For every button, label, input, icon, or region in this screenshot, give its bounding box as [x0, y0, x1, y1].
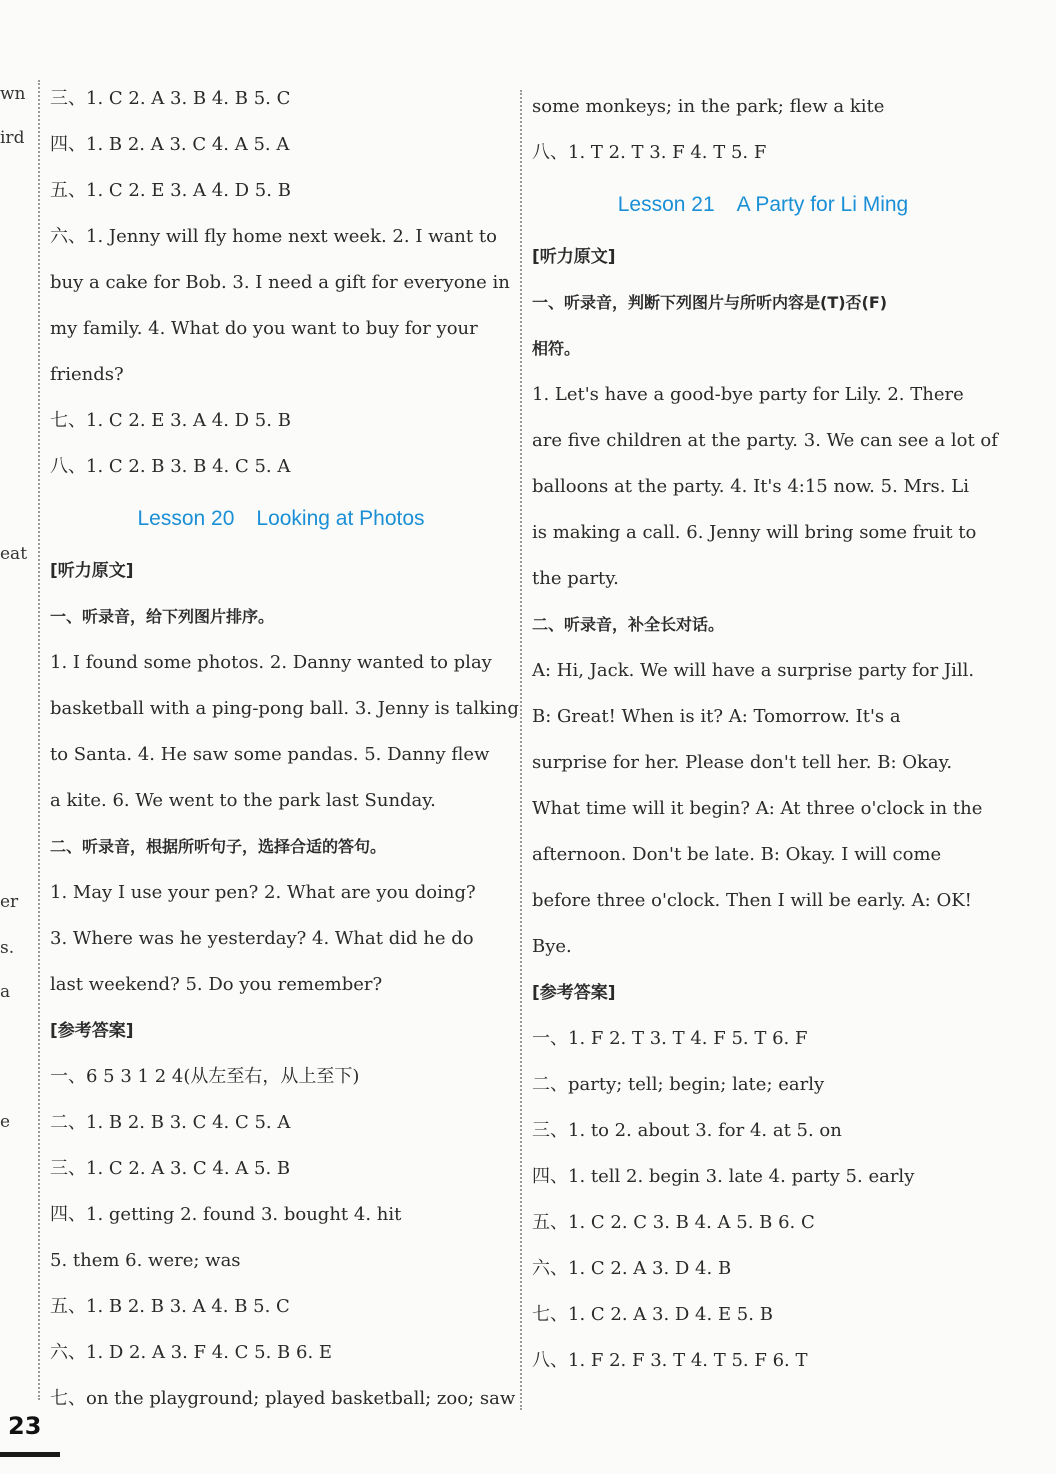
footer-bar: [0, 1452, 60, 1457]
edge-fragment: s.: [0, 938, 15, 958]
lesson-number: Lesson 21: [617, 193, 715, 216]
answer-line: 三、1. C 2. A 3. B 4. B 5. C: [50, 88, 291, 109]
listening-script-tag: [听力原文]: [50, 561, 134, 581]
column-right: [532, 84, 998, 1384]
dialogue-line: before three o'clock. Then I will be early. A: OK!: [532, 890, 972, 911]
answer-line: 六、1. Jenny will fly home next week. 2. I want to: [50, 226, 497, 247]
answer-line: 七、on the playground; played basketball; zoo; saw: [50, 1388, 516, 1409]
answer-line: 一、6 5 3 1 2 4(从左至右，从上至下): [50, 1066, 360, 1087]
script-line: 1. May I use your pen? 2. What are you doing?: [50, 882, 476, 903]
answer-line: 五、1. B 2. B 3. A 4. B 5. C: [50, 1296, 290, 1317]
answer-line: 二、party; tell; begin; late; early: [532, 1074, 825, 1095]
answer-key-tag: [参考答案]: [532, 983, 616, 1003]
script-line: is making a call. 6. Jenny will bring some fruit to: [532, 522, 977, 543]
lesson-heading: [50, 490, 512, 548]
script-line: to Santa. 4. He saw some pandas. 5. Danny flew: [50, 744, 490, 765]
answer-line: 八、1. F 2. F 3. T 4. T 5. F 6. T: [532, 1350, 808, 1371]
column-left: [50, 76, 519, 1422]
answer-line: 一、1. F 2. T 3. T 4. F 5. T 6. F: [532, 1028, 808, 1049]
dialogue-line: What time will it begin? A: At three o'clock in the: [532, 798, 983, 819]
answer-line: 三、1. C 2. A 3. C 4. A 5. B: [50, 1158, 291, 1179]
answer-line: 二、1. B 2. B 3. C 4. C 5. A: [50, 1112, 291, 1133]
task-heading: 一、听录音，给下列图片排序。: [50, 607, 275, 626]
script-line: a kite. 6. We went to the park last Sunday.: [50, 790, 436, 811]
dialogue-line: Bye.: [532, 936, 572, 957]
answer-line: 五、1. C 2. C 3. B 4. A 5. B 6. C: [532, 1212, 815, 1233]
answer-line: 八、1. T 2. T 3. F 4. T 5. F: [532, 142, 767, 163]
script-line: balloons at the party. 4. It's 4:15 now. 5. Mrs. Li: [532, 476, 969, 497]
answer-line: my family. 4. What do you want to buy for your: [50, 318, 478, 339]
answer-line: buy a cake for Bob. 3. I need a gift for everyone in: [50, 272, 510, 293]
answer-line: 四、1. tell 2. begin 3. late 4. party 5. early: [532, 1166, 915, 1187]
answer-line: 5. them 6. were; was: [50, 1250, 241, 1271]
dialogue-line: B: Great! When is it? A: Tomorrow. It's a: [532, 706, 901, 727]
answer-line: 八、1. C 2. B 3. B 4. C 5. A: [50, 456, 291, 477]
answer-line: 七、1. C 2. E 3. A 4. D 5. B: [50, 410, 291, 431]
answer-line: some monkeys; in the park; flew a kite: [532, 96, 885, 117]
script-line: 1. I found some photos. 2. Danny wanted to play: [50, 652, 492, 673]
answer-key-tag: [参考答案]: [50, 1021, 134, 1041]
answer-line: 五、1. C 2. E 3. A 4. D 5. B: [50, 180, 291, 201]
script-line: the party.: [532, 568, 619, 589]
dialogue-line: surprise for her. Please don't tell her. B: Okay.: [532, 752, 953, 773]
task-heading: 二、听录音，补全长对话。: [532, 615, 725, 634]
script-line: 3. Where was he yesterday? 4. What did he do: [50, 928, 474, 949]
column-divider: [520, 90, 522, 1410]
task-heading: 一、听录音，判断下列图片与所听内容是(T)否(F): [532, 293, 888, 312]
page-number: 23: [8, 1412, 42, 1440]
edge-fragment: er: [0, 892, 19, 912]
script-line: last weekend? 5. Do you remember?: [50, 974, 383, 995]
answer-line: 六、1. D 2. A 3. F 4. C 5. B 6. E: [50, 1342, 333, 1363]
script-line: basketball with a ping-pong ball. 3. Jenny is talking: [50, 698, 519, 719]
column-divider: [38, 80, 40, 1400]
task-heading-cont: 相符。: [532, 339, 581, 358]
lesson-heading: [532, 176, 994, 234]
edge-fragment: e: [0, 1112, 11, 1132]
answer-line: 三、1. to 2. about 3. for 4. at 5. on: [532, 1120, 842, 1141]
dialogue-line: afternoon. Don't be late. B: Okay. I will come: [532, 844, 942, 865]
answer-line: 四、1. B 2. A 3. C 4. A 5. A: [50, 134, 290, 155]
script-line: 1. Let's have a good-bye party for Lily. 2. There: [532, 384, 964, 405]
answer-line: 七、1. C 2. A 3. D 4. E 5. B: [532, 1304, 773, 1325]
task-heading: 二、听录音，根据所听句子，选择合适的答句。: [50, 837, 387, 856]
answer-line: 六、1. C 2. A 3. D 4. B: [532, 1258, 732, 1279]
edge-fragment: a: [0, 982, 11, 1002]
script-line: are five children at the party. 3. We can see a lot of: [532, 430, 998, 451]
dialogue-line: A: Hi, Jack. We will have a surprise party for Jill.: [532, 660, 975, 681]
answer-line: friends?: [50, 364, 124, 385]
lesson-number: Lesson 20: [137, 507, 235, 530]
answer-line: 四、1. getting 2. found 3. bought 4. hit: [50, 1204, 402, 1225]
lesson-title: A Party for Li Ming: [736, 193, 909, 216]
edge-fragment: wn: [0, 84, 26, 104]
listening-script-tag: [听力原文]: [532, 247, 616, 267]
edge-fragment: ird: [0, 128, 25, 148]
lesson-title: Looking at Photos: [256, 507, 425, 530]
edge-fragment: eat: [0, 544, 28, 564]
